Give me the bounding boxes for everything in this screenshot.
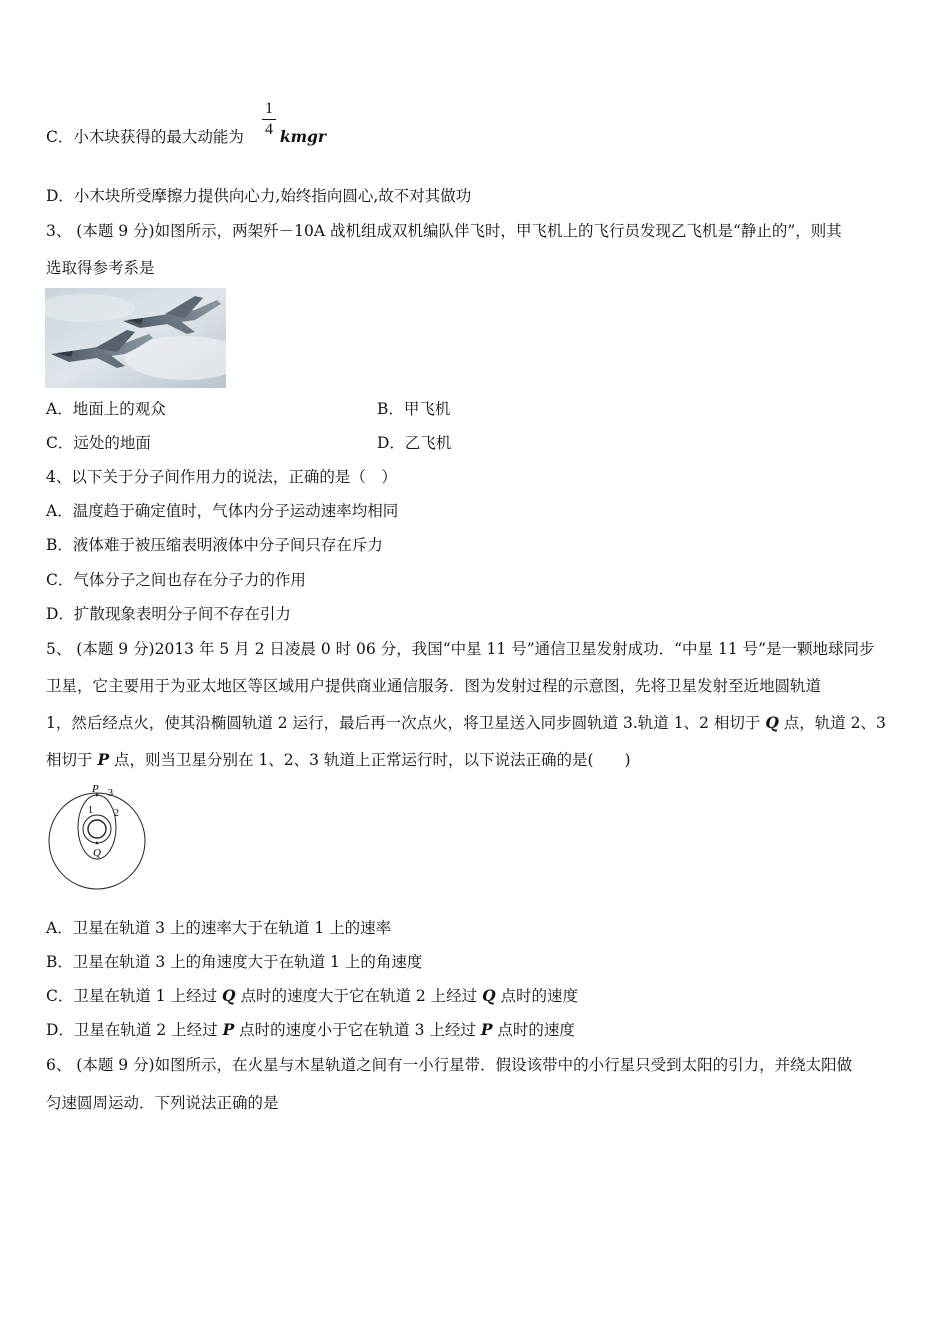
label-2: 2 — [114, 808, 119, 819]
q2-option-c — [46, 127, 326, 147]
earth-circle — [88, 820, 106, 838]
q5-stem-line1: 5、 (本题 9 分)2013 年 5 月 2 日凌晨 0 时 06 分，我国“中星 11 号”通信卫星发射成功．“中星 11 号”是一颗地球同步 — [46, 640, 875, 658]
q5-stem-line3 — [46, 713, 886, 733]
q5-line4-text-a: 相切于 — [46, 751, 98, 769]
q5-opt-c-point-q1: Q — [222, 986, 236, 1005]
q4-stem: 4、以下关于分子间作用力的说法，正确的是（ ） — [46, 468, 397, 486]
q5-opt-c-point-q2: Q — [482, 986, 496, 1005]
q3-stem-line2: 选取得参考系是 — [46, 259, 155, 277]
point-q-dot — [96, 842, 99, 845]
q5-option-c — [46, 986, 578, 1006]
q2-option-c-variable: kmgr — [279, 127, 327, 146]
q4-option-d: D．扩散现象表明分子间不存在引力 — [46, 605, 291, 623]
label-3: 3 — [108, 788, 113, 799]
label-1: 1 — [88, 805, 93, 816]
q3-stem-line1: 3、 (本题 9 分)如图所示，两架歼－10A 战机组成双机编队伴飞时，甲飞机上的飞行员发现乙飞机是“静止的”，则其 — [46, 222, 842, 240]
orbit-1-circle — [83, 815, 111, 843]
q5-opt-d-point-p1: P — [222, 1020, 235, 1039]
label-q: Q — [93, 847, 101, 859]
q5-line4-point-p: P — [97, 750, 110, 769]
q5-line4-text-b: 点，则当卫星分别在 1、2、3 轨道上正常运行时，以下说法正确的是( ) — [109, 751, 631, 769]
q5-opt-d-point-p2: P — [480, 1020, 493, 1039]
q2-option-d: D．小木块所受摩擦力提供向心力,始终指向圆心,故不对其做功 — [46, 187, 472, 205]
q5-line3-point-q: Q — [765, 713, 779, 732]
fighter-jets-photo — [45, 288, 226, 388]
q4-option-a: A．温度趋于确定值时，气体内分子运动速率均相同 — [46, 502, 399, 520]
q5-opt-c-text-c: 点时的速度 — [495, 987, 579, 1005]
orbit-diagram — [44, 780, 154, 892]
q5-opt-c-text-b: 点时的速度大于它在轨道 2 上经过 — [235, 987, 483, 1005]
q5-opt-d-text-a: D．卫星在轨道 2 上经过 — [46, 1021, 223, 1039]
q5-opt-c-text-a: C．卫星在轨道 1 上经过 — [46, 987, 223, 1005]
q2-option-c-text: C．小木块获得的最大动能为 — [46, 128, 244, 146]
q6-stem-line2: 匀速圆周运动．下列说法正确的是 — [46, 1094, 279, 1112]
q5-opt-d-text-c: 点时的速度 — [492, 1021, 575, 1039]
q3-option-a: A．地面上的观众 — [46, 400, 166, 418]
fraction-numerator: 1 — [265, 100, 273, 117]
q5-line3-text-b: 点，轨道 2、3 — [778, 714, 886, 732]
q5-stem-line2: 卫星，它主要用于为亚太地区等区域用户提供商业通信服务．图为发射过程的示意图，先将卫星发射至近地圆轨道 — [46, 677, 822, 695]
q5-option-d — [46, 1020, 575, 1040]
fraction-denominator: 4 — [265, 121, 273, 138]
q3-option-b: B．甲飞机 — [377, 400, 451, 418]
q5-opt-d-text-b: 点时的速度小于它在轨道 3 上经过 — [234, 1021, 481, 1039]
orbit-3-circle — [49, 793, 145, 889]
q5-line3-text-a: 1，然后经点火，使其沿椭圆轨道 2 运行，最后再一次点火，将卫星送入同步圆轨道 3.轨道 1、2 相切于 — [46, 714, 766, 732]
q5-stem-line4 — [46, 750, 631, 770]
q3-option-d: D．乙飞机 — [377, 434, 452, 452]
q5-option-a: A．卫星在轨道 3 上的速率大于在轨道 1 上的速率 — [46, 919, 392, 937]
label-p: P — [92, 783, 99, 795]
q4-option-c: C．气体分子之间也存在分子力的作用 — [46, 571, 306, 589]
q5-option-b: B．卫星在轨道 3 上的角速度大于在轨道 1 上的角速度 — [46, 953, 423, 971]
q4-option-b: B．液体难于被压缩表明液体中分子间只存在斥力 — [46, 536, 383, 554]
fraction-bar — [262, 119, 276, 120]
q6-stem-line1: 6、 (本题 9 分)如图所示，在火星与木星轨道之间有一小行星带．假设该带中的小行星只受到太阳的引力，并绕太阳做 — [46, 1056, 853, 1074]
q3-option-c: C．远处的地面 — [46, 434, 151, 452]
